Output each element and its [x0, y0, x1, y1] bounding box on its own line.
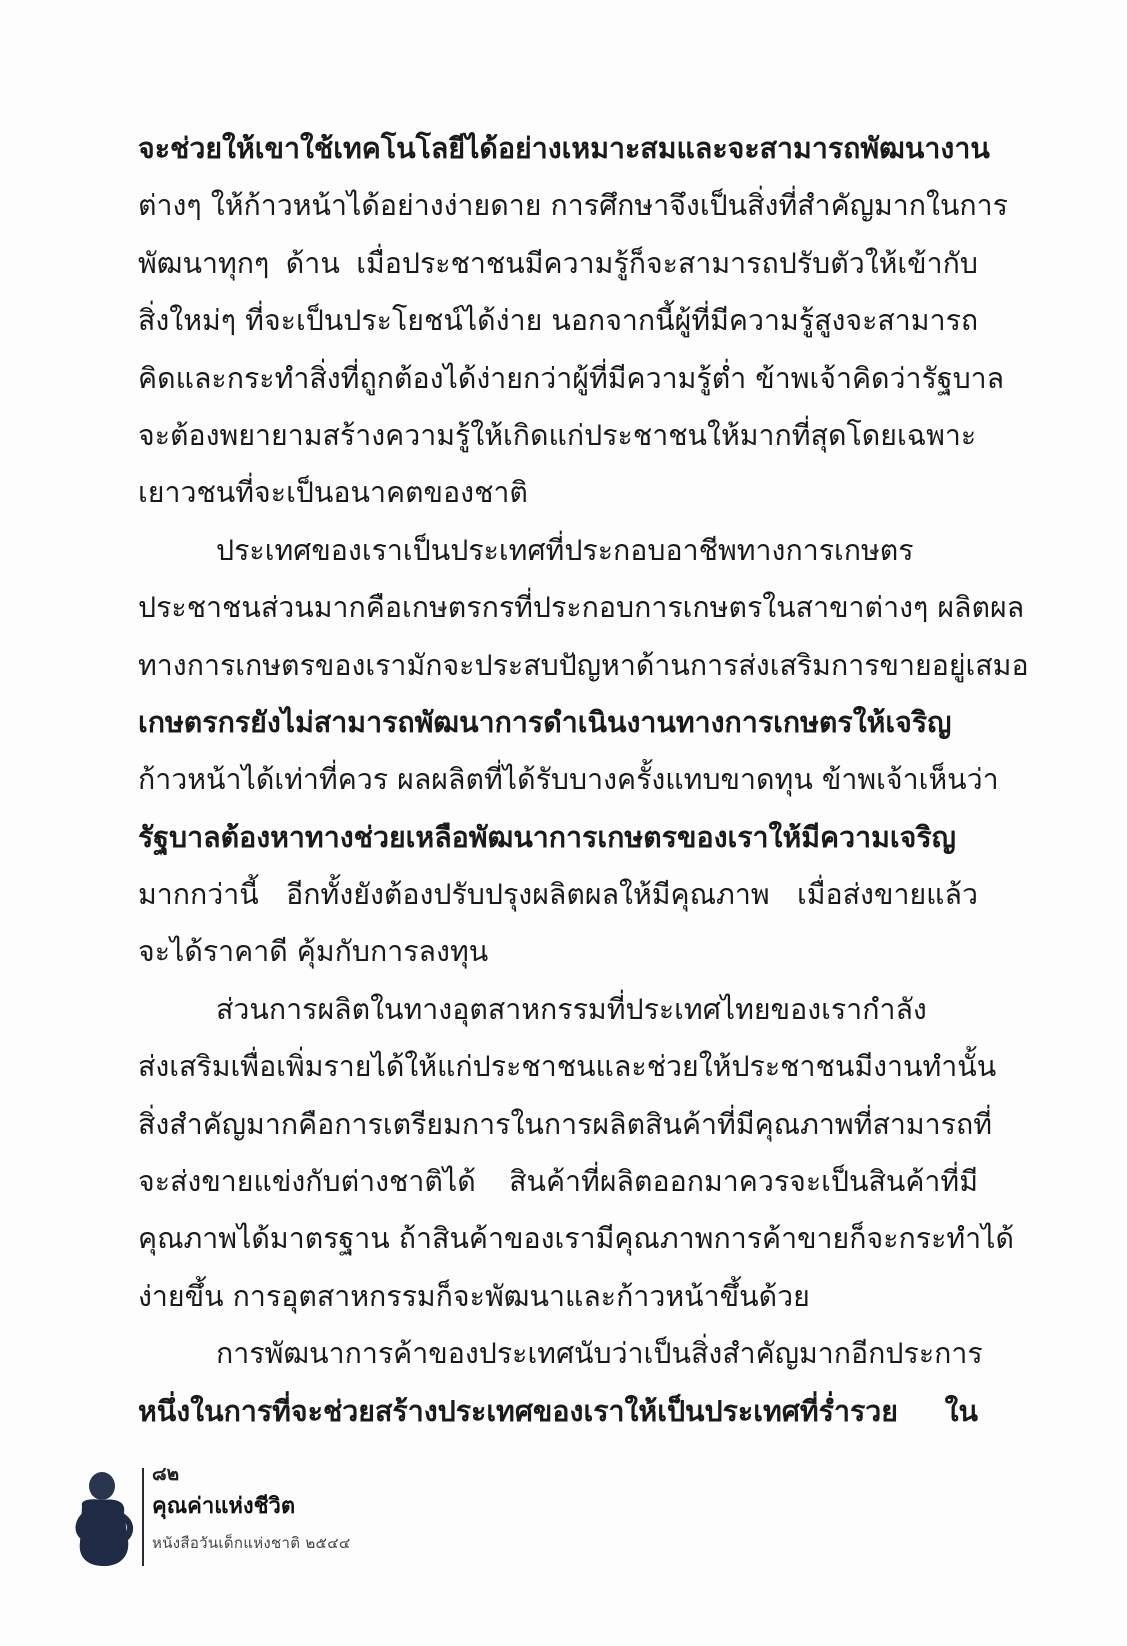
book-title: คุณค่าแห่งชีวิต: [152, 1494, 296, 1519]
text-line: จะต้องพยายามสร้างความรู้ให้เกิดแก่ประชาชนให้มากที่สุดโดยเฉพาะ: [138, 418, 977, 452]
body-text: [138, 120, 1029, 1440]
text-line: ส่วนการผลิตในทางอุตสาหกรรมที่ประเทศไทยของเรากำลัง: [216, 992, 927, 1026]
text-line: จะได้ราคาดี คุ้มกับการลงทุน: [138, 935, 489, 969]
text-line: ทางการเกษตรของเรามักจะประสบปัญหาด้านการส่งเสริมการขายอยู่เสมอ: [138, 648, 1029, 682]
page-footer: [72, 1462, 472, 1572]
page-number: ๘๒: [152, 1463, 180, 1485]
text-line: คิดและกระทำสิ่งที่ถูกต้องได้ง่ายกว่าผู้ที่มีความรู้ต่ำ ข้าพเจ้าคิดว่ารัฐบาล: [138, 361, 1005, 395]
text-line: การพัฒนาการค้าของประเทศนับว่าเป็นสิ่งสำคัญมากอีกประการ: [216, 1337, 983, 1371]
text-line: ก้าวหน้าได้เท่าที่ควร ผลผลิตที่ได้รับบางครั้งแทบขาดทุน ข้าพเจ้าเห็นว่า: [138, 763, 999, 797]
child-silhouette-icon: [72, 1470, 136, 1568]
text-line: ประชาชนส่วนมากคือเกษตรกรที่ประกอบการเกษตรในสาขาต่างๆ ผลิตผล: [138, 591, 1025, 625]
text-line: พัฒนาทุกๆ ด้าน เมื่อประชาชนมีความรู้ก็จะสามารถปรับตัวให้เข้ากับ: [138, 246, 978, 280]
text-line: ประเทศของเราเป็นประเทศที่ประกอบอาชีพทางการเกษตร: [216, 533, 914, 567]
footer-divider: [142, 1468, 144, 1566]
text-line: เกษตรกรยังไม่สามารถพัฒนาการดำเนินงานทางการเกษตรให้เจริญ: [138, 705, 952, 739]
text-line: คุณภาพได้มาตรฐาน ถ้าสินค้าของเรามีคุณภาพการค้าขายก็จะกระทำได้: [138, 1222, 1015, 1256]
text-line: ส่งเสริมเพื่อเพิ่มรายได้ให้แก่ประชาชนและช่วยให้ประชาชนมีงานทำนั้น: [138, 1050, 997, 1084]
text-line: รัฐบาลต้องหาทางช่วยเหลือพัฒนาการเกษตรของเราให้มีความเจริญ: [138, 820, 956, 854]
text-line: ต่างๆ ให้ก้าวหน้าได้อย่างง่ายดาย การศึกษาจึงเป็นสิ่งที่สำคัญมากในการ: [138, 189, 1008, 223]
text-line: จะส่งขายแข่งกับต่างชาติได้ สินค้าที่ผลิตออกมาควรจะเป็นสินค้าที่มี: [138, 1165, 978, 1199]
text-line: จะช่วยให้เขาใช้เทคโนโลยีได้อย่างเหมาะสมและจะสามารถพัฒนางาน: [138, 132, 990, 165]
text-line: เยาวชนที่จะเป็นอนาคตของชาติ: [138, 476, 528, 510]
text-line: สิ่งใหม่ๆ ที่จะเป็นประโยชน์ได้ง่าย นอกจากนี้ผู้ที่มีความรู้สูงจะสามารถ: [138, 304, 979, 338]
text-line: สิ่งสำคัญมากคือการเตรียมการในการผลิตสินค้าที่มีคุณภาพที่สามารถที่: [138, 1107, 993, 1141]
text-line: หนึ่งในการที่จะช่วยสร้างประเทศของเราให้เป็นประเทศที่ร่ำรวย ใน: [138, 1394, 978, 1428]
text-line: ง่ายขึ้น การอุตสาหกรรมก็จะพัฒนาและก้าวหน้าขึ้นด้วย: [138, 1279, 810, 1313]
book-subtitle: หนังสือวันเด็กแห่งชาติ ๒๕๔๔: [152, 1534, 351, 1552]
text-line: มากกว่านี้ อีกทั้งยังต้องปรับปรุงผลิตผลให้มีคุณภาพ เมื่อส่งขายแล้ว: [138, 878, 978, 912]
